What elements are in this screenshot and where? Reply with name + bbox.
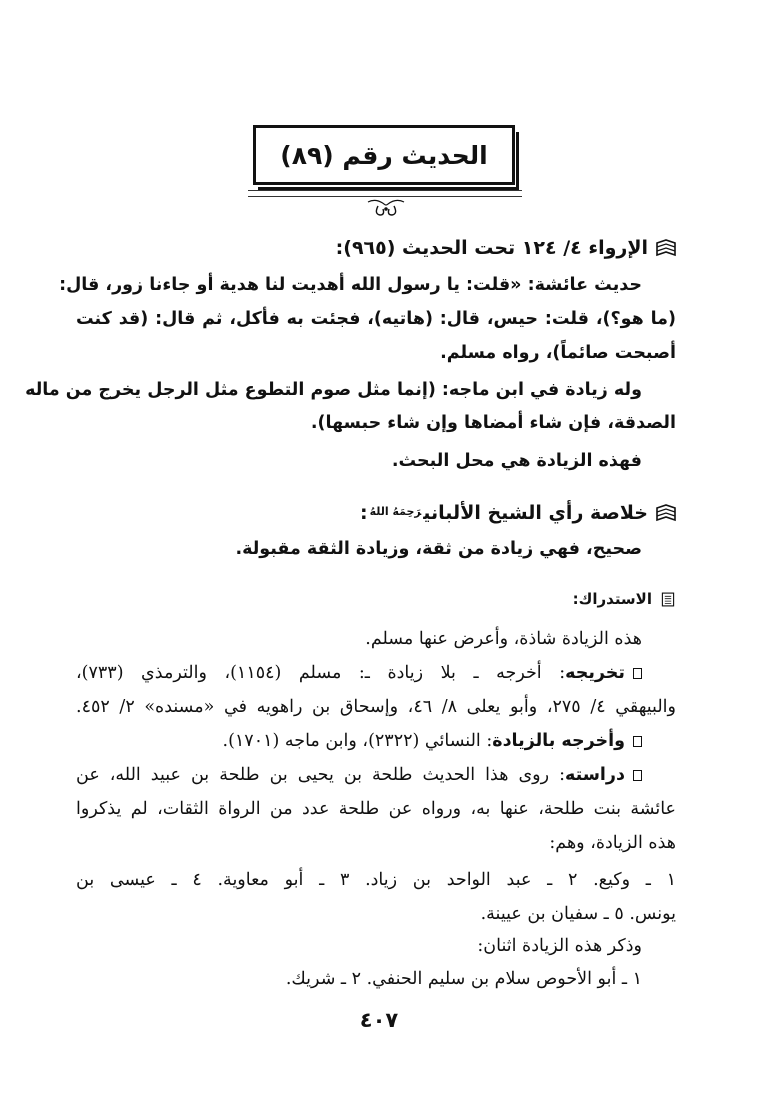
- ziyada-text: : النسائي (٢٣٢٢)، وابن ماجه (١٧٠١).: [222, 731, 493, 751]
- honorific: رَحِمَهُ اللهُ: [369, 505, 422, 518]
- square-bullet-icon: [633, 770, 642, 781]
- text-line: هذه الزيادة، وهم:: [549, 833, 676, 853]
- text-line: والبيهقي ٤/ ٢٧٥، وأبو يعلى ٨/ ٤٦، وإسحاق بن راهويه في «مسنده» ٢/ ٤٥٢.: [76, 697, 676, 717]
- section-heading-istidrak: [76, 584, 676, 614]
- text-line: الصدقة، فإن شاء أمضاها وإن شاء حبسها).: [310, 413, 676, 433]
- ziyada-line: [76, 726, 642, 756]
- text-line: هذه الزيادة شاذة، وأعرض عنها مسلم.: [365, 629, 642, 649]
- text-line: عائشة بنت طلحة، عنها به، ورواه عن طلحة عدد من الرواة الثقات، لم يذكروا: [76, 799, 676, 819]
- book-icon: [656, 504, 676, 522]
- dirasa-label: دراسته: [564, 765, 625, 785]
- page-title: الحديث رقم (٨٩): [280, 140, 488, 170]
- dirasa-line: [76, 760, 642, 790]
- text-line: أصبحت صائماً)، رواه مسلم.: [440, 343, 676, 363]
- ornament-icon: [366, 196, 406, 218]
- text-line: حديث عائشة: «قلت: يا رسول الله أهديت لنا هدية أو جاءنا زور، قال:: [59, 275, 642, 295]
- text-line: ١ ـ أبو الأحوص سلام بن سليم الحنفي. ٢ ـ شريك.: [285, 969, 642, 989]
- takhrij-line: [76, 658, 642, 688]
- square-bullet-icon: [633, 736, 642, 747]
- ziyada-label: وأخرجه بالزيادة: [492, 731, 625, 751]
- page-icon: [660, 592, 676, 607]
- text-line: وذكر هذه الزيادة اثنان:: [477, 936, 642, 956]
- dirasa-text: : روى هذا الحديث طلحة بن يحيى بن طلحة بن عبيد الله، عن: [76, 765, 565, 785]
- text-line: (ما هو؟)، قلت: حيس، قال: (هاتيه)، فجئت به فأكل، ثم قال: (قد كنت: [76, 309, 676, 329]
- text-line: يونس. ٥ ـ سفيان بن عيينة.: [480, 904, 676, 924]
- text-line: صحيح، فهي زيادة من ثقة، وزيادة الثقة مقبولة.: [235, 539, 642, 559]
- section-heading-albani: [76, 497, 676, 528]
- section-heading-irwa: [76, 233, 676, 263]
- section-heading-text: الاستدراك:: [572, 590, 652, 608]
- takhrij-text: : أخرجه ـ بلا زيادة ـ: مسلم (١١٥٤)، والترمذي (٧٣٣)،: [76, 663, 566, 683]
- heading-colon: :: [359, 502, 368, 524]
- book-icon: [656, 239, 676, 257]
- text-line: فهذه الزيادة هي محل البحث.: [391, 451, 642, 471]
- text-line: ١ ـ وكيع. ٢ ـ عبد الواحد بن زياد. ٣ ـ أبو معاوية. ٤ ـ عيسى بن: [76, 870, 676, 890]
- square-bullet-icon: [633, 668, 642, 679]
- takhrij-label: تخريجه: [565, 663, 625, 683]
- text-line: وله زيادة في ابن ماجه: (إنما مثل صوم التطوع مثل الرجل يخرج من ماله: [25, 380, 642, 400]
- section-heading-text: خلاصة رأي الشيخ الألباني: [423, 502, 648, 524]
- section-heading-text: الإرواء ٤/ ١٢٤ تحت الحديث (٩٦٥):: [335, 237, 648, 259]
- page-number: ٤٠٧: [359, 1008, 399, 1032]
- title-frame: [253, 125, 515, 185]
